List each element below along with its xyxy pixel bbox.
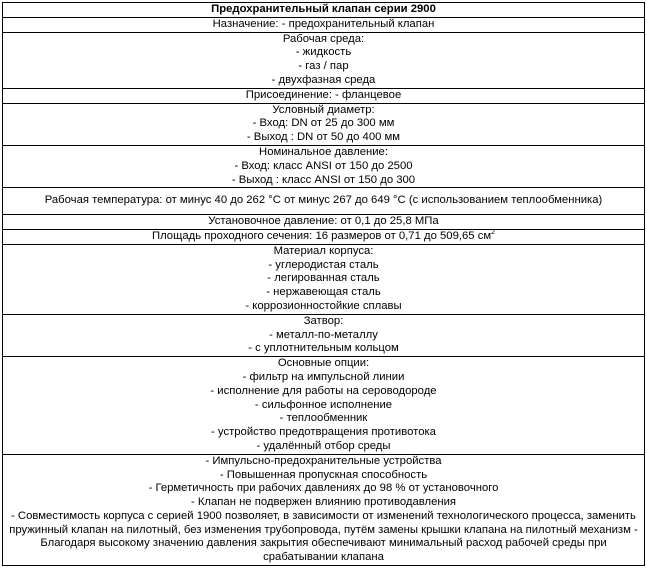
list-item: - сильфонное исполнение: [254, 398, 393, 411]
list-item: - фильтр на импульсной линии: [242, 370, 405, 383]
options-cell: [3, 357, 645, 455]
list-item: - Импульсно-предохранительные устройства: [205, 454, 442, 467]
closure-heading: Затвор:: [303, 314, 344, 327]
list-item: - Повышенная пропускная способность: [219, 468, 428, 481]
spec-table: [2, 2, 645, 566]
list-item: - Вход: DN от 25 до 300 мм: [252, 117, 395, 130]
set-pressure-row: [3, 215, 645, 230]
nominal-pressure-cell: [3, 145, 645, 187]
list-item: - Выход : класс ANSI от 150 до 300: [231, 173, 416, 186]
connection-row: [3, 88, 645, 103]
list-item: - двухфазная среда: [271, 73, 376, 86]
closure-cell: [3, 314, 645, 356]
nominal-diameter-row: [3, 103, 645, 145]
body-material-cell: [3, 244, 645, 314]
body-material-heading: Материал корпуса:: [273, 244, 374, 257]
body-material-row: [3, 244, 645, 314]
nominal-pressure-row: [3, 145, 645, 187]
nominal-diameter-heading: Условный диаметр:: [272, 103, 375, 116]
list-item: - теплообменник: [279, 412, 368, 425]
list-item: - с уплотнительным кольцом: [248, 342, 399, 355]
options-row: [3, 357, 645, 455]
flow-area-text: Площадь проходного сечения: 16 размеров от 0,71 до 509,65 см: [151, 229, 492, 242]
features-cell: [3, 454, 645, 565]
list-item: - коррозионностойкие сплавы: [245, 299, 402, 312]
nominal-pressure-heading: Номинальное давление:: [259, 145, 388, 158]
list-item: - устройство предотвращения противотока: [211, 426, 436, 439]
list-item: - Выход : DN от 50 до 400 мм: [246, 131, 401, 144]
nominal-diameter-cell: [3, 103, 645, 145]
features-paragraph: - Совместимость корпуса с серией 1900 позволяет, в зависимости от изменений технологического процесса, заменить пружинный клапан на пилотный, без изменения трубопровода, путём замены крышки клапана на пилотный механизм - Благодаря высокому значению давления закрытия обеспечивают минимальный расход рабочей среды при срабатывании клапана: [9, 509, 638, 564]
purpose-cell: Назначение: - предохранительный клапан: [3, 17, 645, 32]
closure-row: [3, 314, 645, 356]
flow-area-cell: [3, 229, 645, 244]
working-medium-cell: [3, 32, 645, 88]
working-temperature-row: [3, 188, 645, 215]
list-item: - жидкость: [295, 46, 352, 59]
working-medium-row: [3, 32, 645, 88]
purpose-row: [3, 17, 645, 32]
list-item: - легированная сталь: [267, 272, 380, 285]
flow-area-row: [3, 229, 645, 244]
list-item: - металл-по-металлу: [269, 328, 378, 341]
list-item: - Клапан не подвержен влиянию противодавления: [190, 496, 457, 509]
flow-area-superscript: 2: [491, 229, 496, 237]
list-item: - углеродистая сталь: [268, 258, 379, 271]
working-medium-heading: Рабочая среда:: [282, 32, 365, 45]
features-row: [3, 454, 645, 565]
set-pressure-cell: Установочное давление: от 0,1 до 25,8 МПа: [3, 215, 645, 230]
list-item: - нержавеющая сталь: [266, 286, 381, 299]
list-item: - удалённый отбор среды: [256, 439, 391, 452]
list-item: - Вход: класс ANSI от 150 до 2500: [234, 159, 413, 172]
working-temperature-cell: Рабочая температура: от минус 40 до 262 °C от минус 267 до 649 °C (с использованием теплообменника): [3, 188, 645, 215]
list-item: - Герметичность при рабочих давлениях до 98 % от установочного: [148, 482, 499, 495]
list-item: - газ / пар: [298, 60, 349, 73]
connection-cell: Присоединение: - фланцевое: [3, 88, 645, 103]
title-row: [3, 3, 645, 18]
options-heading: Основные опции:: [277, 357, 370, 370]
list-item: - исполнение для работы на сероводороде: [210, 384, 437, 397]
table-title: Предохранительный клапан серии 2900: [3, 3, 645, 18]
